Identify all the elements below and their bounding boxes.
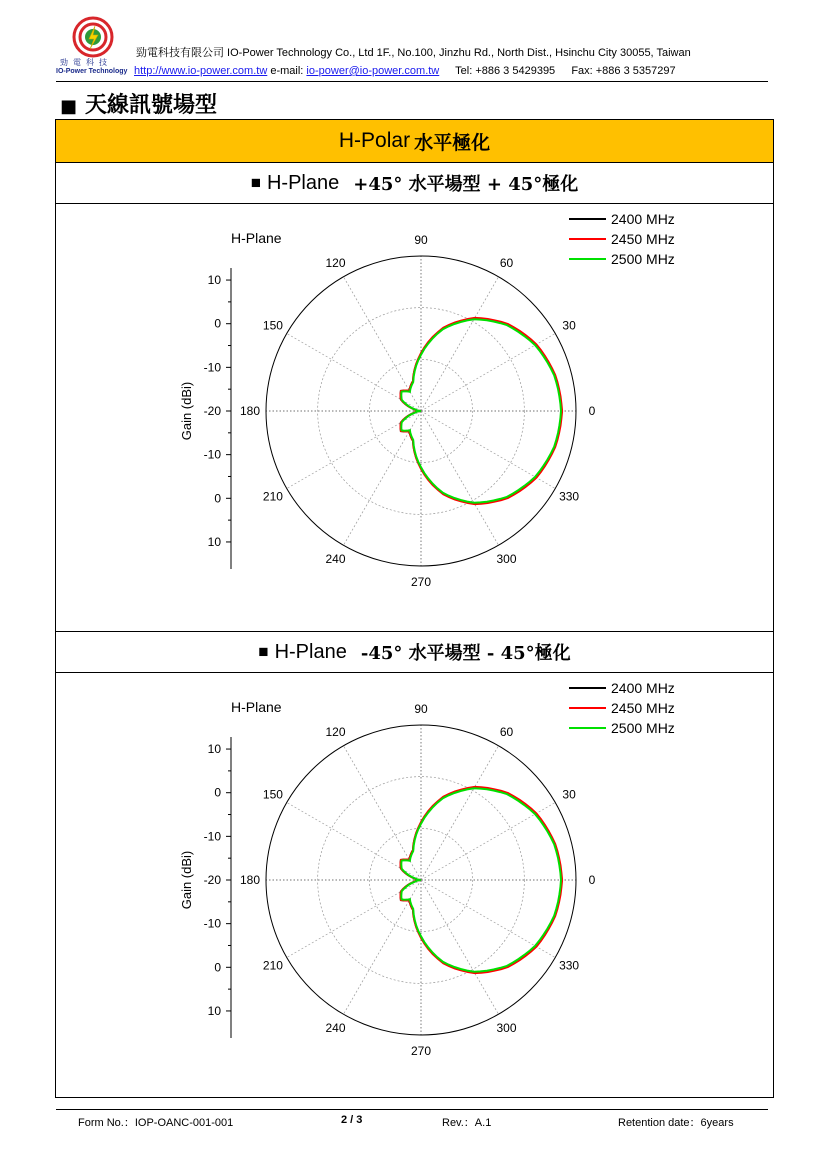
- angle-tick-label: 150: [262, 318, 283, 333]
- angle-tick-label: 330: [559, 489, 580, 504]
- fax-number: Fax: +886 3 5357297: [571, 65, 676, 77]
- page-number: 2 / 3: [341, 1114, 363, 1126]
- polar-chart-svg: [56, 204, 773, 624]
- panel-heading-detail: -45° 水平場型 - 45°極化: [360, 643, 571, 664]
- angle-tick-label: 270: [410, 575, 432, 589]
- panel-heading-2: [56, 632, 773, 673]
- chart-title: H-Plane: [231, 699, 282, 715]
- polar-chart-2: [56, 673, 773, 1093]
- angle-tick-label: 210: [262, 958, 283, 973]
- radial-tick-label: -20: [203, 873, 221, 887]
- panel-heading-detail: +45° 水平場型 + 45°極化: [353, 174, 579, 195]
- logo-english-text: IO-Power Technology: [56, 68, 128, 75]
- radial-tick-label: -10: [203, 916, 221, 931]
- chart-title: H-Plane: [231, 230, 282, 246]
- grid-spoke: [421, 411, 499, 545]
- polarization-title-cn: 水平極化: [414, 131, 491, 154]
- polarization-title: [56, 120, 773, 163]
- radial-tick-label: 0: [214, 316, 221, 331]
- panel-heading-1: [56, 163, 773, 204]
- header-divider: [56, 81, 768, 82]
- contact-line: [134, 65, 676, 77]
- website-link[interactable]: http://www.io-power.com.tw: [134, 65, 268, 77]
- legend-label: 2450 MHz: [611, 231, 675, 247]
- angle-tick-label: 0: [588, 404, 596, 418]
- radial-tick-label: -20: [203, 404, 221, 418]
- revision: Rev.：A.1: [442, 1117, 492, 1129]
- angle-tick-label: 240: [325, 1021, 346, 1036]
- radial-tick-label: 10: [207, 742, 221, 757]
- polar-chart-1: [56, 204, 773, 624]
- legend-label: 2450 MHz: [611, 700, 675, 716]
- angle-tick-label: 90: [414, 233, 428, 247]
- email-link[interactable]: io-power@io-power.com.tw: [306, 65, 440, 77]
- bullet-square: ■: [250, 173, 261, 192]
- angle-tick-label: 210: [262, 489, 283, 504]
- angle-tick-label: 120: [325, 724, 346, 739]
- radial-tick-label: 10: [207, 273, 221, 288]
- angle-tick-label: 30: [562, 318, 576, 333]
- form-number: Form No.：IOP-OANC-001-001: [78, 1117, 234, 1129]
- angle-tick-label: 150: [262, 787, 283, 802]
- bullet-square: ■: [60, 96, 78, 117]
- retention-date: Retention date：6years: [618, 1117, 734, 1129]
- angle-tick-label: 270: [410, 1044, 432, 1058]
- polar-chart-svg: [56, 673, 773, 1093]
- email-label: e-mail:: [270, 65, 304, 77]
- y-axis-label: Gain (dBi): [179, 381, 194, 441]
- bullet-square: ■: [258, 642, 269, 661]
- angle-tick-label: 120: [325, 255, 346, 270]
- radial-tick-label: -10: [203, 447, 221, 462]
- grid-spoke: [421, 277, 499, 411]
- logo-chinese-text: 勁電科技: [60, 58, 112, 67]
- angle-tick-label: 30: [562, 787, 576, 802]
- section-title: [60, 88, 217, 119]
- legend-label: 2400 MHz: [611, 211, 675, 227]
- angle-tick-label: 60: [499, 255, 514, 270]
- y-axis-label: Gain (dBi): [179, 850, 194, 910]
- radial-tick-label: -10: [203, 829, 221, 844]
- phone-number: Tel: +886 3 5429395: [455, 65, 556, 77]
- radial-tick-label: 0: [214, 785, 221, 800]
- radial-tick-label: 0: [214, 491, 221, 506]
- section-title-text: 天線訊號場型: [85, 92, 218, 118]
- company-address: 勁電科技有限公司 IO-Power Technology Co., Ltd 1F., No.100, Jinzhu Rd., North Dist., Hsinchu City 30055, Taiwan: [136, 47, 691, 59]
- legend-label: 2500 MHz: [611, 720, 675, 736]
- grid-spoke: [421, 880, 499, 1014]
- angle-tick-label: 180: [239, 873, 261, 887]
- legend-label: 2500 MHz: [611, 251, 675, 267]
- grid-spoke: [421, 746, 499, 880]
- angle-tick-label: 240: [325, 552, 346, 567]
- panel-heading-main: H-Plane: [274, 640, 347, 663]
- angle-tick-label: 180: [239, 404, 261, 418]
- pattern-table: [55, 119, 774, 1098]
- angle-tick-label: 300: [496, 1021, 517, 1036]
- panel-heading-main: H-Plane: [266, 171, 340, 194]
- radial-tick-label: 0: [214, 960, 221, 975]
- radial-tick-label: 10: [207, 1003, 221, 1018]
- angle-tick-label: 90: [414, 702, 428, 716]
- legend-label: 2400 MHz: [611, 680, 675, 696]
- angle-tick-label: 330: [559, 958, 580, 973]
- angle-tick-label: 300: [496, 552, 517, 567]
- angle-tick-label: 60: [499, 724, 514, 739]
- radial-tick-label: -10: [203, 360, 221, 375]
- radial-tick-label: 10: [207, 534, 221, 549]
- angle-tick-label: 0: [588, 873, 596, 887]
- footer-divider: [56, 1109, 768, 1110]
- polarization-title-en: H-Polar: [338, 129, 411, 152]
